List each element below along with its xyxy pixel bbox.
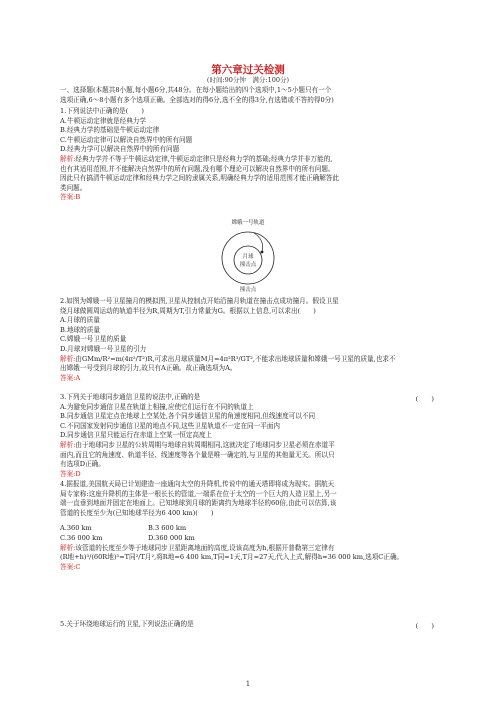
- analysis-label: 解析:: [60, 154, 76, 163]
- analysis-text: 有选项D正确。: [60, 460, 105, 469]
- option: D.360 000 km: [148, 533, 195, 542]
- answer: 答案:D: [60, 469, 81, 478]
- option: A.牛顿运动定律就是经典力学: [60, 116, 146, 125]
- question-stem: 4.据报道,美国航天局已计划建造一座通向太空的升降机,传说中的通天塔即将成为现实。据航天: [60, 480, 335, 488]
- intro-line: 一、选择题(本题共8小题,每小题6分,共48分。在每小题给出的四个选项中,1～5小题只有一个: [60, 86, 332, 94]
- option: B.同步通信卫星定点在地球上空某处,各个同步通信卫星的角速度相同,但线速度可以不同: [60, 412, 316, 421]
- analysis-text: 也有其适用范围,并不能解决自然界中的所有问题,没有哪个理论可以解决自然界中的所有问题。: [60, 164, 335, 173]
- orbit-diagram: [210, 218, 286, 292]
- option: A.360 km: [60, 524, 92, 533]
- question-3: [60, 393, 436, 479]
- answer-paren: ( ): [415, 622, 434, 630]
- question-stem: 局专家称:这座升降机的主体是一根长长的管道,一端系在位于太空的一个巨大的人造卫星上,另一: [60, 489, 337, 498]
- question-1: [60, 107, 436, 203]
- option: A.为避免同步通信卫星在轨道上相撞,应使它们运行在不同的轨道上: [60, 402, 254, 411]
- option: C.嫦娥一号卫星的质量: [60, 335, 127, 344]
- analysis-label: 解析:: [60, 354, 76, 363]
- answer: 答案:B: [60, 193, 81, 202]
- moon-circle: [234, 246, 262, 274]
- orbit-label: 嫦娥一号轨道: [231, 220, 265, 226]
- analysis-label: 解析:: [60, 543, 76, 552]
- section-intro: [60, 86, 436, 105]
- analysis-text: 该管道的长度至少等于地球同步卫星距离地面的高度,设该高度为h,根据开普勒第三定律有: [75, 543, 335, 552]
- question-stem: 绕月球做圆周运动的轨道半径为R,周期为T,引力常量为G。根据以上信息,可以求出( ): [60, 306, 316, 315]
- question-stem: 2.如图为嫦娥一号卫星撞月的模拟图,卫星从控制点开始沿撞月轨道在撞击点成功撞月。假设卫星: [60, 297, 339, 305]
- answer: 答案:A: [60, 373, 81, 382]
- analysis-label: 解析:: [60, 440, 76, 449]
- analysis-text: 出嫦娥一号受到月球的引力,故只有A正确。故正确选项为A。: [60, 364, 237, 373]
- page-number: 1: [245, 680, 251, 688]
- analysis-text: 因此只有搞清牛顿运动定律和经典力学之间的隶属关系,明确经典力学的适用范围才能正确解答此: [60, 174, 340, 183]
- question-2: [60, 297, 436, 383]
- question-5: [60, 620, 436, 630]
- option: D.月球对嫦娥一号卫星的引力: [60, 344, 147, 353]
- intro-line: 选项正确,6～8小题有多个选项正确。全部选对的得6分,选不全的得3分,有选错或不答的得0分): [60, 95, 334, 104]
- option: B.3 600 km: [148, 524, 187, 533]
- question-4: [60, 480, 436, 572]
- question-stem: 端一直垂到地面并固定在地面上。已知地球到月球的距离约为地球半径的60倍,由此可以估算,该: [60, 499, 337, 508]
- option: C.不同国家发射同步通信卫星的地点不同,这些卫星轨道不一定在同一平面内: [60, 421, 281, 430]
- control-point-label: 撞击点: [239, 287, 257, 292]
- option: D.经典力学可以解决自然界中的所有问题: [60, 145, 180, 154]
- option: B.地球的质量: [60, 325, 100, 334]
- analysis-text: 经典力学并不等于牛顿运动定律,牛顿运动定律只是经典力学的基础;经典力学并非万能的,: [75, 154, 333, 163]
- option: B.经典力学的基础是牛顿运动定律: [60, 126, 160, 135]
- question-stem: 1.下列说法中正确的是( ): [60, 107, 144, 115]
- answer-paren: ( ): [415, 395, 434, 403]
- question-stem: 3.下列关于地球同步通信卫星的说法中,正确的是: [60, 393, 201, 401]
- analysis-text: 面内,而且它的角速度、轨道半径、线速度等各个量是唯一确定的,与卫星的其他量无关。所以只: [60, 450, 335, 459]
- moon-label: 月球: [242, 254, 254, 260]
- analysis-text: (R地+h)³/(60R地)³=T同²/T月²,将R地=6 400 km,T同=1天,T月=27天,代入上式,解得h≈36 000 km,选项C正确。: [60, 553, 404, 562]
- page-title: 第六章过关检测: [211, 64, 285, 76]
- options-row: [60, 534, 436, 544]
- option: C.36 000 km: [60, 533, 103, 542]
- question-stem: 5.关于环绕地球运行的卫星,下列说法正确的是: [60, 620, 194, 628]
- analysis-text: 类问题。: [60, 183, 87, 192]
- option: C.牛顿运动定律可以解决自然界中的所有问题: [60, 135, 193, 144]
- impact-point: [261, 251, 264, 254]
- question-stem: 管道的长度至少为(已知地球半径为6 400 km)( ): [60, 508, 214, 517]
- analysis-text: 由GMm/R²=m(4π²/T²)R,可求出月球质量M月=4π²R³/GT²,不能求出地球质量和嫦娥一号卫星的质量,也求不: [75, 354, 396, 363]
- options-row: [60, 524, 436, 534]
- page-subtitle: (时间:90分钟 满分:100分): [206, 76, 290, 84]
- analysis-text: 由于地球同步卫星的公转周期与地球自转周期相同,这就决定了地球同步卫星必须在赤道平: [75, 440, 335, 449]
- option: D.同步通信卫星只能运行在赤道上空某一恒定高度上: [60, 431, 213, 440]
- impact-label: 撞击点: [239, 262, 257, 268]
- answer: 答案:C: [60, 562, 81, 571]
- option: A.月球的质量: [60, 316, 100, 325]
